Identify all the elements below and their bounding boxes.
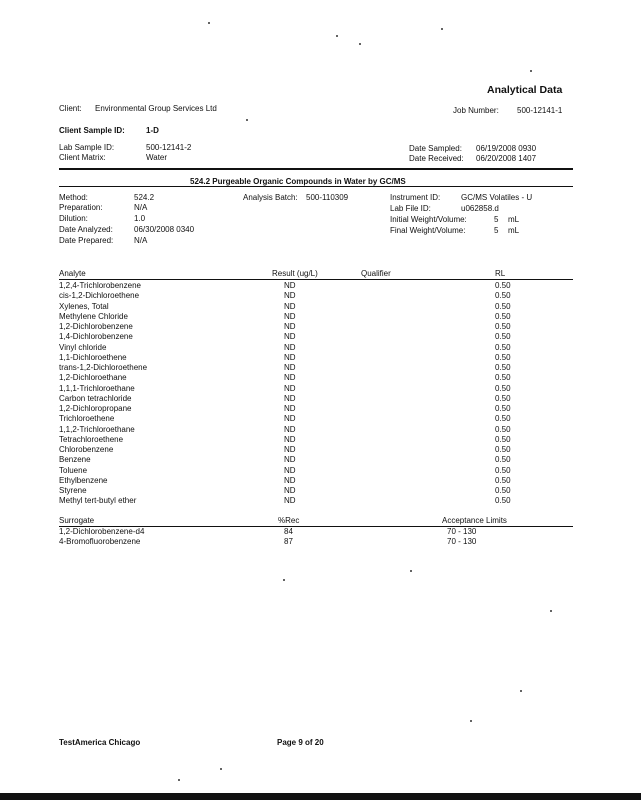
analyte-name: 1,1,1-Trichloroethane (59, 383, 135, 393)
surrogate-limits: 70 - 130 (447, 537, 477, 546)
table-row (0, 414, 641, 424)
final-volume-label: Final Weight/Volume: (390, 226, 466, 235)
analysis-batch-label: Analysis Batch: (243, 193, 298, 202)
surrogate-limits: 70 - 130 (447, 527, 477, 536)
analyte-result: ND (284, 332, 296, 342)
analyte-name: Ethylbenzene (59, 475, 108, 485)
header-divider (59, 168, 573, 170)
lab-file-id-label: Lab File ID: (390, 204, 431, 213)
analyte-rl: 0.50 (495, 383, 511, 393)
lab-file-id-value: u062858.d (461, 204, 499, 213)
analyte-rl: 0.50 (495, 496, 511, 506)
col-rl: RL (495, 269, 506, 278)
analyte-result: ND (284, 404, 296, 413)
col-qualifier: Qualifier (361, 269, 391, 278)
table-row (0, 476, 641, 486)
analyte-result: ND (284, 373, 296, 383)
table-row (0, 384, 641, 394)
final-volume-value: 5 (494, 226, 499, 235)
analyte-rl: 0.50 (495, 434, 511, 444)
dilution-value: 1.0 (134, 214, 146, 223)
results-header-divider (59, 279, 573, 280)
surrogate-rec: 87 (284, 537, 293, 546)
analyte-rl: 0.50 (495, 363, 511, 372)
analyte-name: Xylenes, Total (59, 301, 109, 311)
analyte-result: ND (284, 393, 296, 403)
surrogate-name: 4-Bromofluorobenzene (59, 537, 141, 546)
method-label: Method: (59, 193, 88, 202)
date-prepared-label: Date Prepared: (59, 236, 114, 245)
date-received-label: Date Received: (409, 154, 464, 163)
table-row (0, 435, 641, 445)
analyte-result: ND (284, 301, 296, 311)
analyte-result: ND (284, 281, 296, 290)
table-row (0, 353, 641, 363)
initial-volume-value: 5 (494, 215, 499, 224)
job-number-value: 500-12141-1 (517, 106, 563, 115)
preparation-label: Preparation: (59, 203, 103, 212)
analyte-result: ND (284, 291, 296, 301)
analyte-name: Styrene (59, 486, 87, 495)
analyte-name: Vinyl chloride (59, 342, 107, 352)
analyte-result: ND (284, 455, 296, 465)
report-title: Analytical Data (487, 84, 563, 96)
table-row (0, 527, 641, 537)
analyte-name: 1,4-Dichlorobenzene (59, 332, 133, 342)
analyte-rl: 0.50 (495, 455, 511, 465)
table-row (0, 281, 641, 291)
instrument-id-label: Instrument ID: (390, 193, 441, 202)
col-acceptance-limits: Acceptance Limits (442, 516, 507, 525)
analyte-name: trans-1,2-Dichloroethene (59, 363, 148, 372)
analyte-rl: 0.50 (495, 445, 511, 454)
analyte-name: 1,2-Dichloroethane (59, 373, 127, 383)
analyte-result: ND (284, 465, 296, 475)
instrument-id-value: GC/MS Volatiles - U (461, 193, 533, 202)
analyte-rl: 0.50 (495, 281, 511, 290)
analyte-name: 1,1-Dichloroethene (59, 352, 127, 362)
analyte-result: ND (284, 383, 296, 393)
footer-lab-name: TestAmerica Chicago (59, 738, 141, 747)
analyte-name: Methyl tert-butyl ether (59, 496, 137, 506)
analyte-result: ND (284, 322, 296, 331)
table-row (0, 373, 641, 383)
analyte-result: ND (284, 363, 296, 372)
lab-sample-id-value: 500-12141-2 (146, 143, 192, 152)
initial-volume-unit: mL (508, 215, 520, 224)
analyte-name: Trichloroethene (59, 414, 115, 424)
surrogate-rec: 84 (284, 527, 293, 536)
analyte-rl: 0.50 (495, 373, 511, 383)
table-row (0, 404, 641, 414)
footer-page-number: Page 9 of 20 (277, 738, 324, 747)
analyte-rl: 0.50 (495, 332, 511, 342)
section-divider (59, 186, 573, 187)
analyte-name: 1,1,2-Trichloroethane (59, 424, 135, 434)
analyte-result: ND (284, 496, 296, 506)
analyte-result: ND (284, 414, 296, 424)
analyte-result: ND (284, 342, 296, 352)
table-row (0, 496, 641, 506)
col-surrogate: Surrogate (59, 516, 95, 525)
scan-bottom-edge (0, 793, 641, 800)
final-volume-unit: mL (508, 226, 520, 235)
date-sampled-label: Date Sampled: (409, 144, 462, 153)
client-matrix-value: Water (146, 153, 168, 162)
table-row (0, 537, 641, 547)
analyte-name: Tetrachloroethene (59, 434, 124, 444)
dilution-label: Dilution: (59, 214, 88, 223)
client-value: Environmental Group Services Ltd (95, 104, 217, 113)
analyte-rl: 0.50 (495, 342, 511, 352)
analyte-rl: 0.50 (495, 393, 511, 403)
analyte-rl: 0.50 (495, 404, 511, 413)
analyte-rl: 0.50 (495, 486, 511, 495)
analyte-rl: 0.50 (495, 475, 511, 485)
date-analyzed-label: Date Analyzed: (59, 225, 113, 234)
analyte-rl: 0.50 (495, 465, 511, 475)
table-row (0, 363, 641, 373)
col-rec: %Rec (278, 516, 300, 525)
table-row (0, 322, 641, 332)
date-analyzed-value: 06/30/2008 0340 (134, 225, 195, 234)
surrogate-name: 1,2-Dichlorobenzene-d4 (59, 527, 145, 536)
client-matrix-label: Client Matrix: (59, 153, 106, 162)
date-prepared-value: N/A (134, 236, 148, 245)
analyte-name: Carbon tetrachloride (59, 393, 132, 403)
lab-sample-id-label: Lab Sample ID: (59, 143, 115, 152)
date-received-value: 06/20/2008 1407 (476, 154, 537, 163)
table-row (0, 302, 641, 312)
analyte-rl: 0.50 (495, 352, 511, 362)
table-row (0, 455, 641, 465)
analyte-name: Toluene (59, 465, 88, 475)
section-title: 524.2 Purgeable Organic Compounds in Water by GC/MS (190, 177, 406, 186)
table-row (0, 312, 641, 322)
date-sampled-value: 06/19/2008 0930 (476, 144, 537, 153)
table-row (0, 445, 641, 455)
table-row (0, 425, 641, 435)
analyte-rl: 0.50 (495, 414, 511, 424)
client-sample-id-value: 1-D (146, 126, 159, 135)
analyte-result: ND (284, 486, 296, 495)
analyte-rl: 0.50 (495, 301, 511, 311)
analyte-result: ND (284, 311, 296, 321)
analyte-result: ND (284, 352, 296, 362)
table-row (0, 343, 641, 353)
method-value: 524.2 (134, 193, 155, 202)
initial-volume-label: Initial Weight/Volume: (390, 215, 467, 224)
analyte-result: ND (284, 445, 296, 454)
analyte-name: Benzene (59, 455, 91, 465)
table-row (0, 394, 641, 404)
analyte-rl: 0.50 (495, 291, 511, 301)
analyte-name: 1,2,4-Trichlorobenzene (59, 281, 141, 290)
analyte-rl: 0.50 (495, 322, 511, 331)
analysis-batch-value: 500-110309 (306, 193, 349, 202)
preparation-value: N/A (134, 203, 148, 212)
analyte-rl: 0.50 (495, 424, 511, 434)
analyte-name: cis-1,2-Dichloroethene (59, 291, 140, 301)
analyte-name: 1,2-Dichlorobenzene (59, 322, 133, 331)
analyte-name: Chlorobenzene (59, 445, 114, 454)
analyte-name: 1,2-Dichloropropane (59, 404, 132, 413)
client-label: Client: (59, 104, 82, 113)
table-row (0, 466, 641, 476)
analyte-result: ND (284, 475, 296, 485)
table-row (0, 291, 641, 301)
job-number-label: Job Number: (453, 106, 499, 115)
col-analyte: Analyte (59, 269, 86, 278)
table-row (0, 486, 641, 496)
col-result: Result (ug/L) (272, 269, 318, 278)
client-sample-id-label: Client Sample ID: (59, 126, 125, 135)
analyte-rl: 0.50 (495, 311, 511, 321)
analyte-result: ND (284, 434, 296, 444)
table-row (0, 332, 641, 342)
analyte-result: ND (284, 424, 296, 434)
analyte-name: Methylene Chloride (59, 311, 128, 321)
